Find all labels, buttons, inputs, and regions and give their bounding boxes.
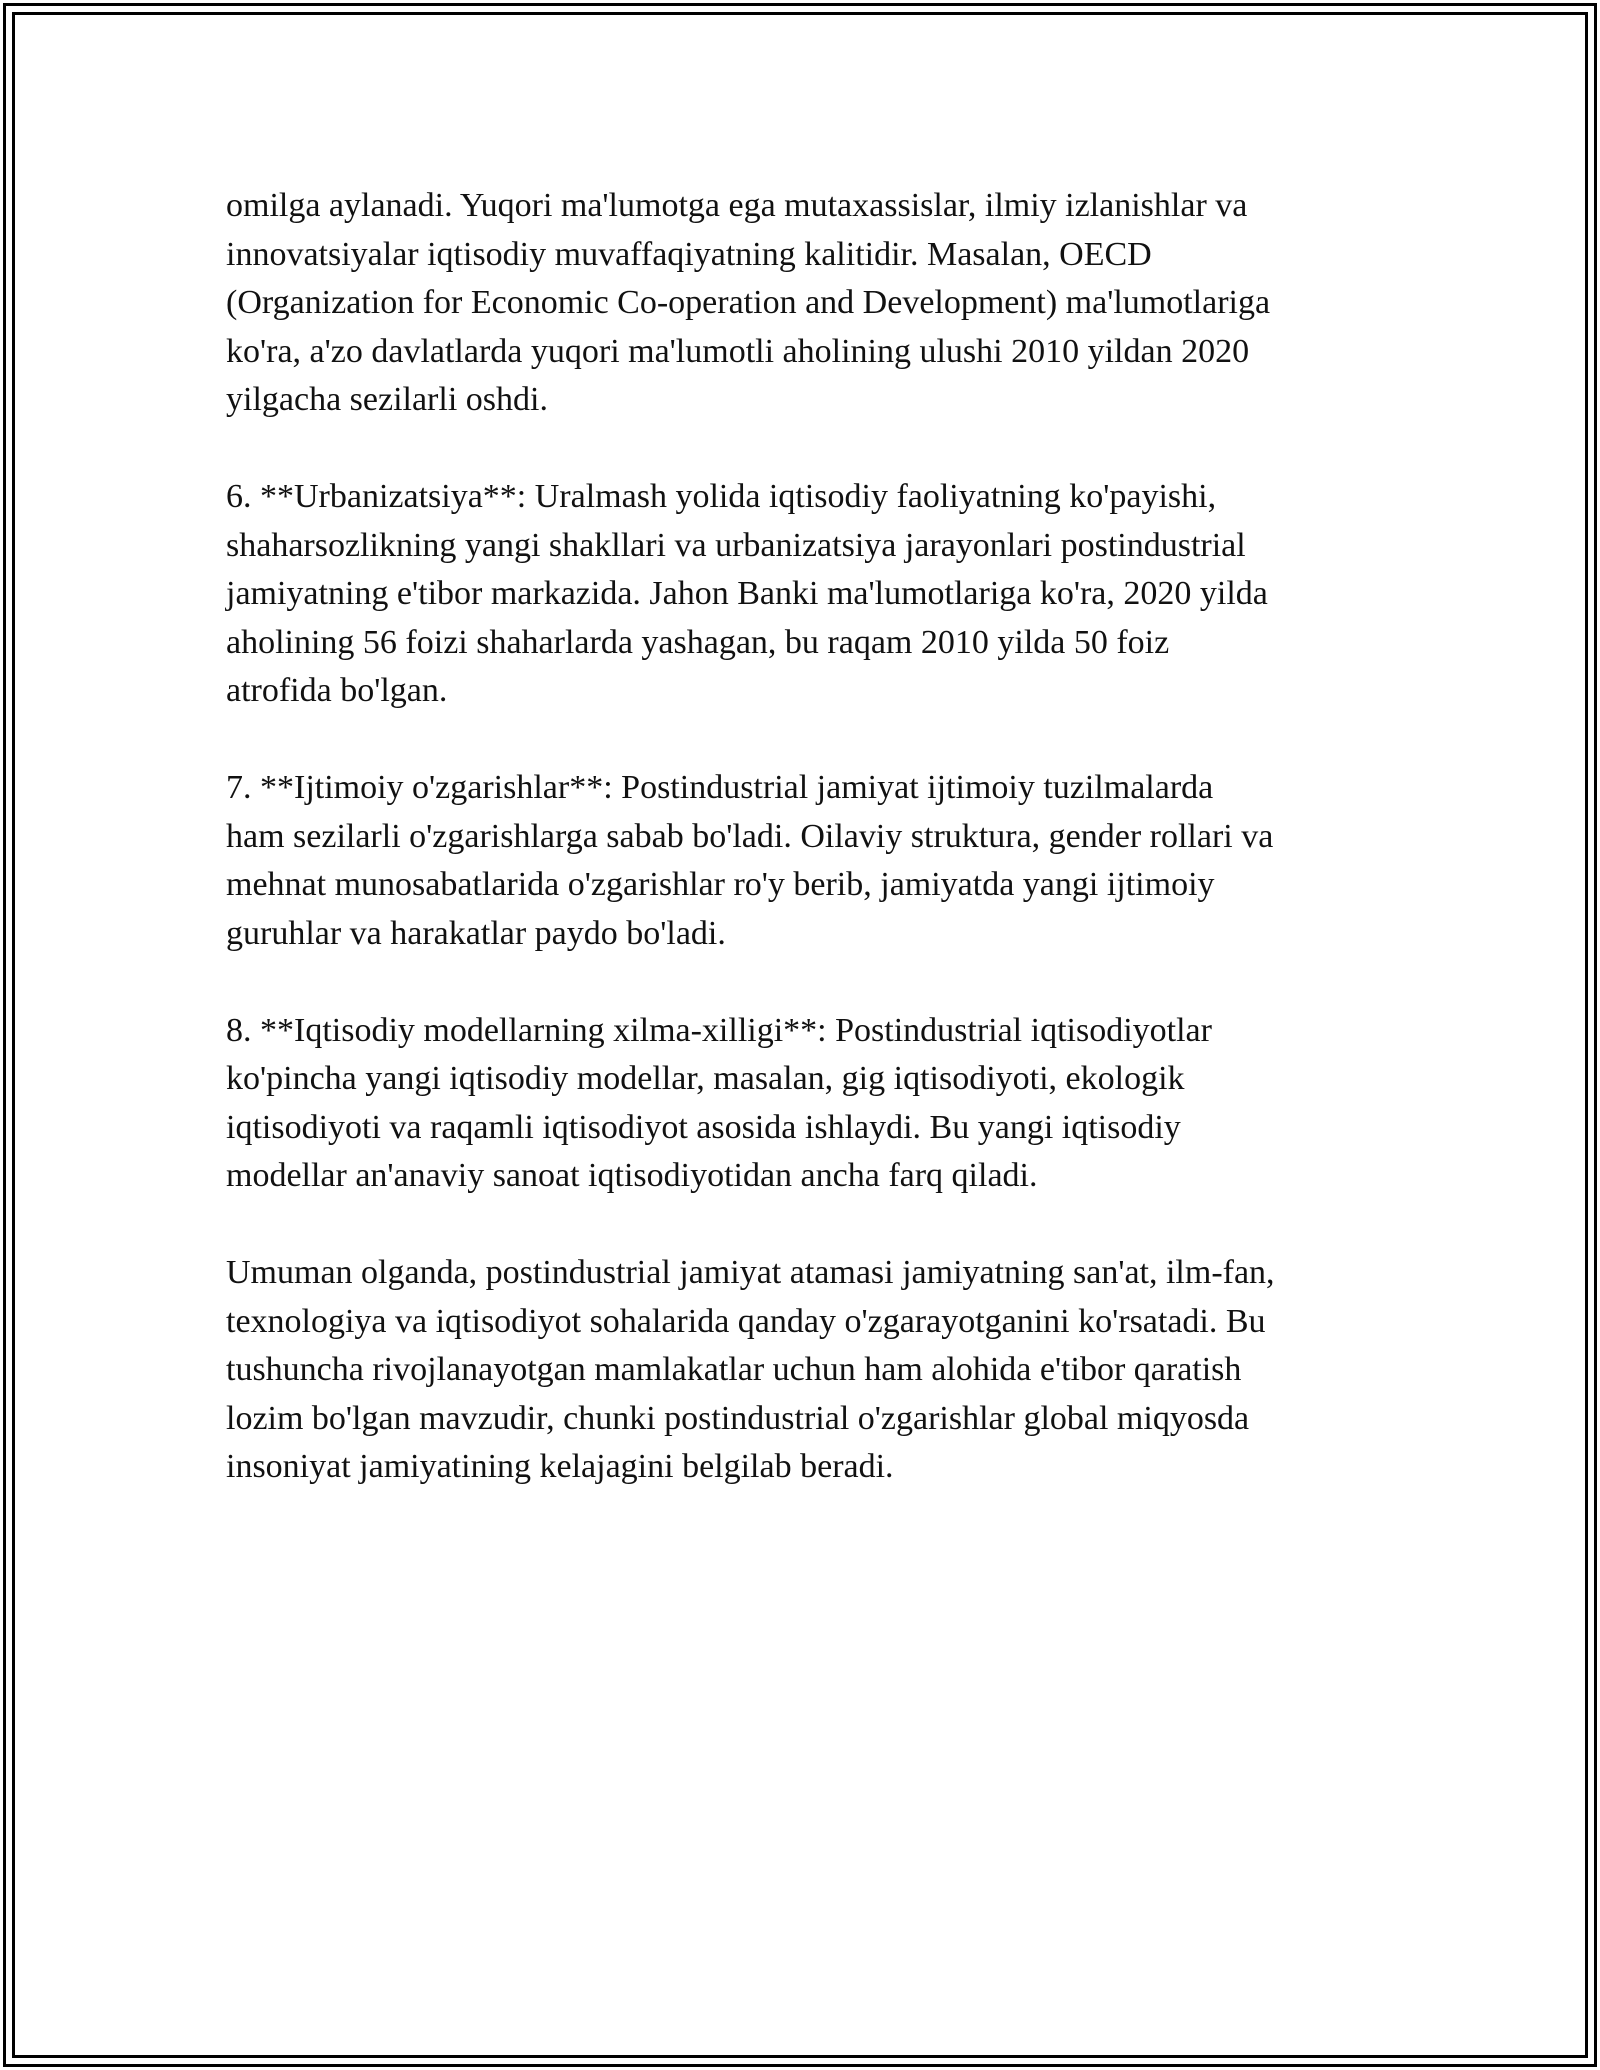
paragraph-conclusion: Umuman olganda, postindustrial jamiyat atamasi jamiyatning san'at, ilm-fan, texnologiya va iqtisodiyot sohalarida qanday o'zgarayotganini ko'rsatadi. Bu tushuncha rivojlanayotgan mamlakatlar uchun ham alohida e'tibor qaratish lozim bo'lgan mavzudir, chunki postindustrial o'zgarishlar global miqyosda insoniyat jamiyatining kelajagini belgilab beradi. (226, 1254, 1275, 1485)
document-body (226, 182, 1376, 1540)
paragraph-urbanizatsiya: 6. **Urbanizatsiya**: Uralmash yolida iqtisodiy faoliyatning ko'payishi, shaharsozlikning yangi shakllari va urbanizatsiya jarayonlari postindustrial jamiyatning e'tibor markazida. Jahon Banki ma'lumotlariga ko'ra, 2020 yilda aholining 56 foizi shaharlarda yashagan, bu raqam 2010 yilda 50 foiz atrofida bo'lgan. (226, 478, 1268, 709)
paragraph-iqtisodiy-modellar: 8. **Iqtisodiy modellarning xilma-xilligi**: Postindustrial iqtisodiyotlar ko'pincha yangi iqtisodiy modellar, masalan, gig iqtisodiyoti, ekologik iqtisodiyoti va raqamli iqtisodiyot asosida ishlaydi. Bu yangi iqtisodiy modellar an'anaviy sanoat iqtisodiyotidan ancha farq qiladi. (226, 1011, 1212, 1194)
paragraph-continuation: omilga aylanadi. Yuqori ma'lumotga ega mutaxassislar, ilmiy izlanishlar va innovatsiyalar iqtisodiy muvaffaqiyatning kalitidir. Masalan, OECD (Organization for Economic Co-operation and Development) ma'lumotlariga ko'ra, a'zo davlatlarda yuqori ma'lumotli aholining ulushi 2010 yildan 2020 yilgacha sezilarli oshdi. (226, 187, 1271, 418)
paragraph-ijtimoiy-ozgarishlar: 7. **Ijtimoiy o'zgarishlar**: Postindustrial jamiyat ijtimoiy tuzilmalarda ham sezilarli o'zgarishlarga sabab bo'ladi. Oilaviy struktura, gender rollari va mehnat munosabatlarida o'zgarishlar ro'y berib, jamiyatda yangi ijtimoiy guruhlar va harakatlar paydo bo'ladi. (226, 769, 1274, 952)
